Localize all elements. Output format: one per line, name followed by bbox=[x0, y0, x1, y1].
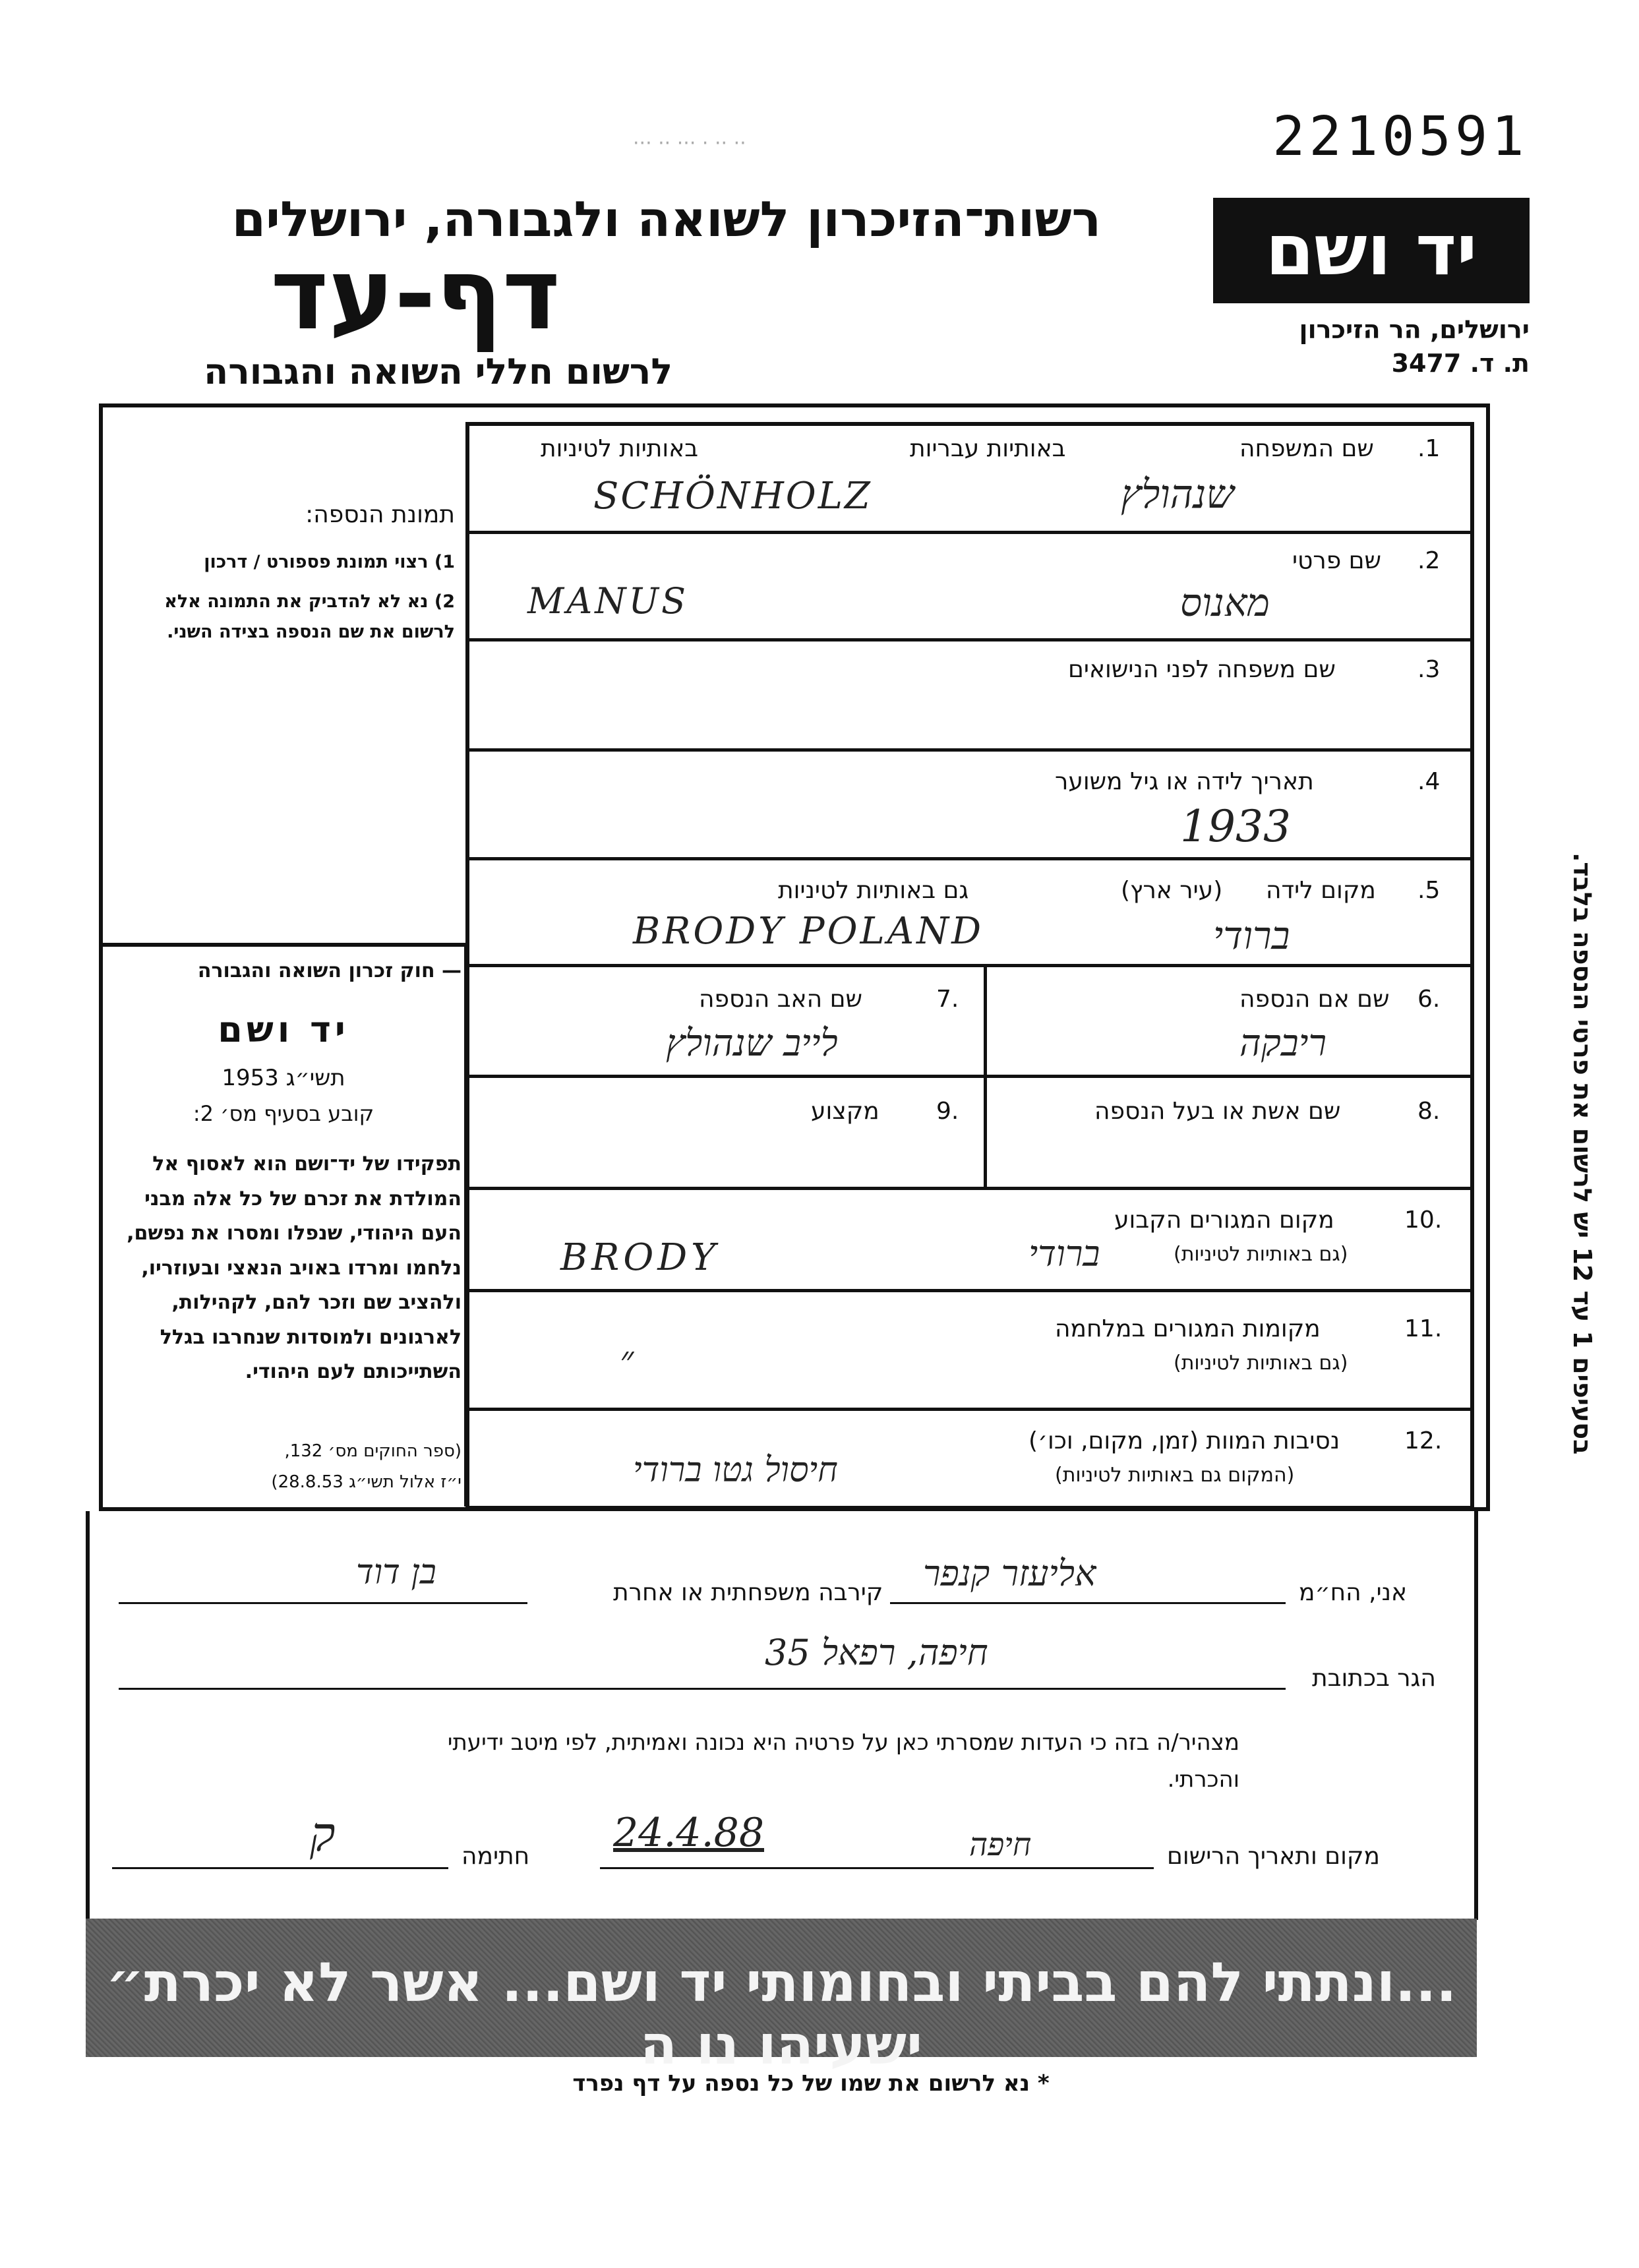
field-1-latin-header: באותיות לטיניות bbox=[541, 435, 699, 462]
row-divider bbox=[465, 1289, 1474, 1292]
field-11-sub: (גם באותיות לטיניות) bbox=[1174, 1352, 1348, 1375]
field-1-latin-value: SCHÖNHOLZ bbox=[593, 475, 872, 518]
field-3-label: שם משפחה לפני הנישואים bbox=[1068, 656, 1336, 683]
field-5-latin-header: גם באותיות לטיניות bbox=[778, 877, 969, 904]
relation-label: קירבה משפחתית או אחרת bbox=[613, 1579, 883, 1606]
address-line bbox=[119, 1688, 1286, 1690]
law-title: — חוק זכרון השואה והגבורה bbox=[197, 959, 462, 982]
relation-line bbox=[119, 1602, 527, 1604]
row-divider bbox=[465, 1187, 1474, 1190]
field-3-number: 3. bbox=[1417, 656, 1441, 683]
declarant-name: אליעזר קנפר bbox=[923, 1553, 1096, 1594]
field-11-number: .11 bbox=[1404, 1315, 1443, 1342]
field-6-value: ריבקה bbox=[1239, 1022, 1326, 1065]
logo-pobox-line: ת. ד. 3477 bbox=[1391, 349, 1530, 378]
law-clause: קובע בסעיף מס׳ 2: bbox=[193, 1101, 374, 1126]
relation-value: בן דוד bbox=[356, 1553, 436, 1592]
photo-note-2: 2) נא לא להדביק את התמונה אלא לרשום את שם הנספה בצידה השני. bbox=[164, 591, 455, 642]
field-2-latin-value: MANUS bbox=[527, 580, 689, 622]
field-6-number: .6 bbox=[1417, 986, 1441, 1013]
address-label: הגר בכתובת bbox=[1312, 1665, 1436, 1692]
field-5-label: מקום לידה bbox=[1266, 877, 1376, 904]
field-5-number: 5. bbox=[1417, 877, 1441, 904]
yad-vashem-logo: יד ושם bbox=[1213, 198, 1530, 303]
field-5-hebrew-value: ברודי bbox=[1213, 913, 1290, 958]
row-divider bbox=[465, 531, 1474, 534]
col-divider bbox=[984, 964, 987, 1187]
declarant-name-line bbox=[890, 1602, 1286, 1604]
row-divider bbox=[465, 748, 1474, 752]
row-divider bbox=[465, 1408, 1474, 1411]
law-source-line-2: י״ז אלול תשי״ג 28.8.53) bbox=[271, 1472, 462, 1492]
field-2-number: 2. bbox=[1417, 547, 1441, 574]
field-12-number: .12 bbox=[1404, 1427, 1443, 1454]
date-value: 24.4.88 bbox=[613, 1810, 765, 1856]
declaration-box-right bbox=[1474, 1511, 1478, 1920]
field-8-label: שם אשת או בעל הנספה bbox=[1094, 1098, 1341, 1125]
field-8-number: .8 bbox=[1417, 1098, 1441, 1125]
faint-text: ·· ·· · ··· ·· ··· bbox=[633, 132, 746, 155]
law-text: תפקידו של יד־ושם הוא לאסוף אל המולדת את זכרם של כל אלה מבני העם היהודי, שנפלו ומסרו את נפשם, נלחמו ומרדו באויב הנאצי ובעוזריו, ולהציב שם וזכר להם, לקהילות, לארגונים ולמוסדות שנחרבו בגלל השתייכותם לעם היהודי. bbox=[127, 1152, 462, 1383]
law-year: תשי״ג 1953 bbox=[222, 1065, 345, 1091]
field-1-number: 1. bbox=[1417, 435, 1441, 462]
signature: ק bbox=[310, 1806, 336, 1862]
field-7-label: שם האב הנספה bbox=[699, 986, 862, 1013]
field-11-value: ״ bbox=[620, 1338, 634, 1381]
field-2-label: שם פרטי bbox=[1292, 547, 1382, 574]
signature-line bbox=[112, 1867, 448, 1869]
field-11-label: מקומות המגורים במלחמה bbox=[1055, 1315, 1321, 1342]
field-10-label: מקום המגורים הקבוע bbox=[1114, 1207, 1334, 1234]
footnote: * נא לרשום את שמו של כל נספה על דף נפרד bbox=[572, 2070, 1050, 2097]
photo-note-1: 1) רצוי תמונת פספורט / דרכון bbox=[204, 552, 455, 572]
photo-notes bbox=[112, 547, 455, 647]
declaration-box-left bbox=[86, 1511, 90, 1920]
field-4-value: 1933 bbox=[1180, 801, 1291, 852]
place-value: חיפה bbox=[969, 1826, 1032, 1863]
signature-label: חתימה bbox=[462, 1843, 530, 1870]
field-12-sub: (המקום גם באותיות לטיניות) bbox=[1055, 1464, 1295, 1487]
field-1-label: שם המשפחה bbox=[1239, 435, 1374, 462]
row-divider bbox=[465, 857, 1474, 860]
place-date-line bbox=[600, 1867, 1154, 1869]
place-date-label: מקום ותאריך הרישום bbox=[1167, 1843, 1380, 1870]
field-7-value: לייב שנהולץ bbox=[666, 1022, 838, 1065]
field-2-hebrew-value: מאנוס bbox=[1180, 580, 1270, 625]
row-divider bbox=[465, 964, 1474, 967]
field-10-hebrew-value: ברודי bbox=[1028, 1233, 1100, 1274]
logo-address bbox=[1160, 313, 1530, 381]
field-12-value: חיסול גטו ברודי bbox=[633, 1450, 838, 1490]
row-divider bbox=[465, 1075, 1474, 1078]
declaration-text: מצהיר/ה בזה כי העדות שמסרתי כאן על פרטיה היא נכונה ואמיתית, לפי מיטב ידיעתי והכרתי. bbox=[447, 1729, 1239, 1793]
logo-address-line: ירושלים, הר הזיכרון bbox=[1299, 315, 1530, 344]
field-10-sub: (גם באותיות לטיניות) bbox=[1174, 1243, 1348, 1266]
field-1-hebrew-value: שנהולץ bbox=[1121, 471, 1234, 518]
field-10-latin-value: BRODY bbox=[560, 1236, 720, 1279]
field-5-sub: (עיר ארץ) bbox=[1121, 877, 1223, 904]
document-number: 2210591 bbox=[1272, 105, 1528, 168]
quote-banner-text: ...ונתתי להם בביתי ובחומותי יד ושם... אשר לא יכרת״ ישעיהו נו ה bbox=[105, 1952, 1457, 2077]
field-6-label: שם אם הנספה bbox=[1239, 986, 1390, 1013]
field-7-number: .7 bbox=[936, 986, 959, 1013]
field-1-hebrew-header: באותיות עבריות bbox=[910, 435, 1066, 462]
side-note: בסעיפים 1 עד 12 יש לרשום את פרטי הנספה בלבד. bbox=[1568, 852, 1597, 1455]
page-title: דף-עד bbox=[270, 237, 560, 352]
law-source bbox=[105, 1436, 462, 1498]
law-name: יד ושם bbox=[218, 1009, 349, 1050]
law-source-line-1: (ספר החוקים מס׳ 132, bbox=[284, 1441, 462, 1461]
page-subtitle: לרשום חללי השואה והגבורה bbox=[204, 351, 672, 392]
field-4-label: תאריך לידה או גיל משוער bbox=[1055, 768, 1314, 795]
field-4-number: 4. bbox=[1417, 768, 1441, 795]
field-10-number: .10 bbox=[1404, 1207, 1443, 1234]
field-12-label: נסיבות המוות (זמן, מקום, וכו׳) bbox=[1028, 1427, 1340, 1454]
field-9-label: מקצוע bbox=[811, 1098, 879, 1125]
address-value: חיפה, רפאל 35 bbox=[765, 1632, 988, 1673]
field-5-latin-value: BRODY POLAND bbox=[633, 910, 984, 953]
authority-name: רשות־הזיכרון לשואה ולגבורה, ירושלים bbox=[231, 191, 1101, 248]
row-divider bbox=[465, 638, 1474, 642]
photo-title: תמונת הנספה: bbox=[305, 501, 455, 528]
field-9-number: .9 bbox=[936, 1098, 959, 1125]
declarant-label: אני, הח״מ bbox=[1299, 1579, 1408, 1606]
